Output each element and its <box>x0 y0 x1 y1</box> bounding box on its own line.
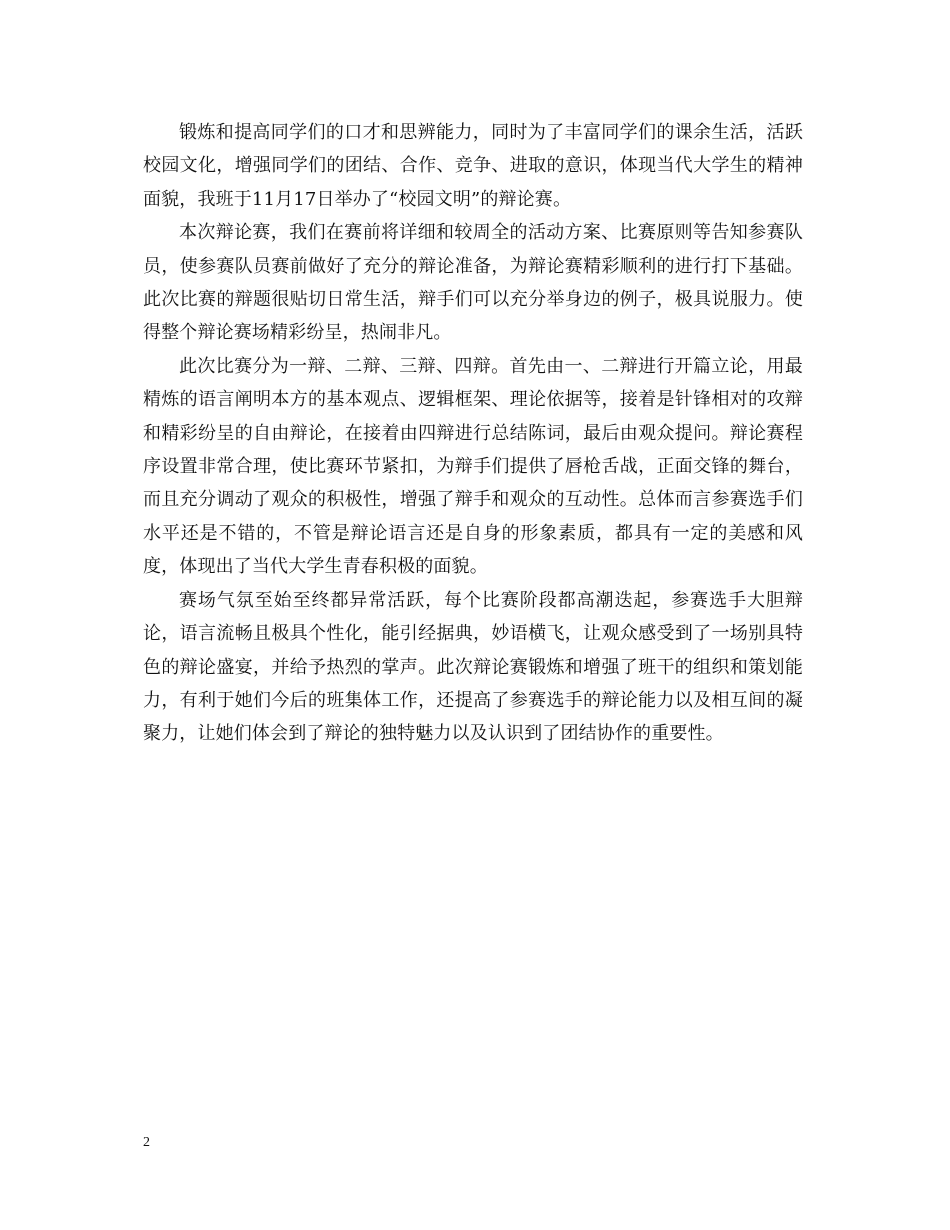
paragraph-4: 赛场气氛至始至终都异常活跃，每个比赛阶段都高潮迭起，参赛选手大胆辩论，语言流畅且极具个性化，能引经据典，妙语横飞，让观众感受到了一场别具特色的辩论盛宴，并给予热烈的掌声。此次辩论赛锻炼和增强了班干的组织和策划能力，有利于她们今后的班集体工作，还提高了参赛选手的辩论能力以及相互间的凝聚力，让她们体会到了辩论的独特魅力以及认识到了团结协作的重要性。 <box>143 589 803 745</box>
paragraph-1: 锻炼和提高同学们的口才和思辨能力，同时为了丰富同学们的课余生活，活跃校园文化，增强同学们的团结、合作、竞争、进取的意识，体现当代大学生的精神面貌，我班于11月17日举办了“校园文明”的辩论赛。 <box>143 122 803 210</box>
page-number: 2 <box>143 1135 150 1150</box>
paragraph-3: 此次比赛分为一辩、二辩、三辩、四辩。首先由一、二辩进行开篇立论，用最精炼的语言阐明本方的基本观点、逻辑框架、理论依据等，接着是针锋相对的攻辩和精彩纷呈的自由辩论，在接着由四辩进行总结陈词，最后由观众提问。辩论赛程序设置非常合理，使比赛环节紧扣，为辩手们提供了唇枪舌战，正面交锋的舞台，而且充分调动了观众的积极性，增强了辩手和观众的互动性。总体而言参赛选手们水平还是不错的，不管是辩论语言还是自身的形象素质，都具有一定的美感和风度，体现出了当代大学生青春积极的面貌。 <box>143 355 803 578</box>
document-body <box>143 116 803 751</box>
paragraph-2: 本次辩论赛，我们在赛前将详细和较周全的活动方案、比赛原则等告知参赛队员，使参赛队员赛前做好了充分的辩论准备，为辩论赛精彩顺利的进行打下基础。此次比赛的辩题很贴切日常生活，辩手们可以充分举身边的例子，极具说服力。使得整个辩论赛场精彩纷呈，热闹非凡。 <box>143 222 803 344</box>
